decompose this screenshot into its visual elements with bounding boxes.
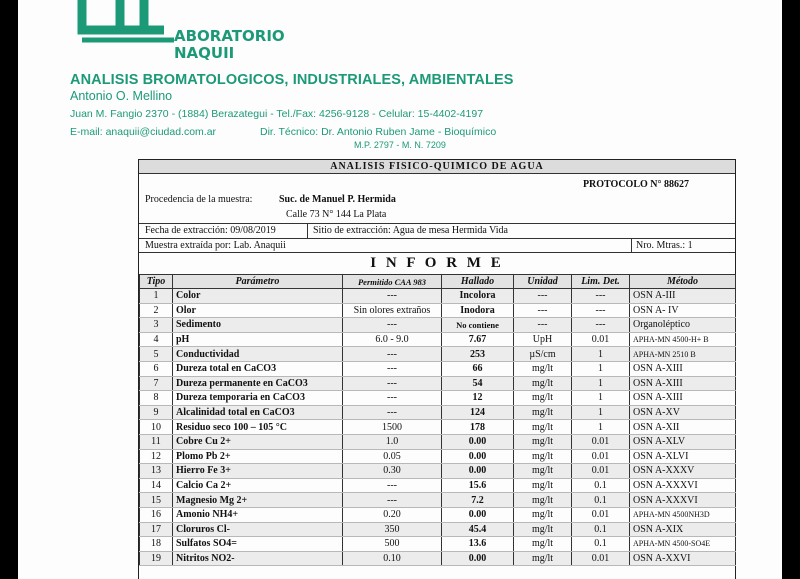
table-row: [140, 318, 736, 333]
row-tipo: 4: [140, 332, 173, 347]
row-hallado: 0.00: [442, 434, 514, 449]
row-unidad: mg/lt: [514, 507, 572, 522]
document-page: [18, 0, 782, 579]
row-parametro: pH: [173, 332, 343, 347]
row-unidad: ---: [514, 303, 572, 318]
table-row: [140, 391, 736, 406]
col-metodo: Método: [630, 275, 736, 289]
table-row: [140, 537, 736, 552]
row-unidad: µS/cm: [514, 347, 572, 362]
row-metodo: APHA-MN 4500-H+ B: [630, 332, 736, 347]
row-permitido: 500: [343, 537, 442, 552]
row-permitido: ---: [343, 391, 442, 406]
table-row: [140, 405, 736, 420]
row-parametro: Sulfatos SO4=: [173, 537, 343, 552]
row-tipo: 15: [140, 493, 173, 508]
row-lim: 0.01: [572, 551, 630, 566]
lab-address: Juan M. Fangio 2370 - (1884) Berazategui - Tel./Fax: 4256-9128 - Celular: 15-4402-4197: [70, 108, 484, 120]
row-permitido: ---: [343, 376, 442, 391]
lab-license: M.P. 2797 - M. N. 7209: [354, 140, 446, 150]
report-form: [138, 159, 736, 579]
row-metodo: OSN A-XV: [630, 405, 736, 420]
row-metodo: OSN A-XIII: [630, 391, 736, 406]
row-tipo: 5: [140, 347, 173, 362]
row-unidad: mg/lt: [514, 420, 572, 435]
row-permitido: 6.0 - 9.0: [343, 332, 442, 347]
row-tipo: 14: [140, 478, 173, 493]
row-hallado: Inodora: [442, 303, 514, 318]
row-lim: 1: [572, 376, 630, 391]
row-tipo: 16: [140, 507, 173, 522]
lab-director: Dir. Técnico: Dr. Antonio Ruben Jame - Bioquímico: [260, 126, 497, 138]
row-permitido: Sin olores extraños: [343, 303, 442, 318]
col-permitido: Permitido CAA 983: [343, 275, 442, 289]
row-parametro: Dureza temporaria en CaCO3: [173, 391, 343, 406]
row-hallado: 178: [442, 420, 514, 435]
row-parametro: Olor: [173, 303, 343, 318]
table-row: [140, 478, 736, 493]
row-lim: 0.1: [572, 493, 630, 508]
row-parametro: Sedimento: [173, 318, 343, 333]
col-parametro: Parámetro: [173, 275, 343, 289]
row-parametro: Amonio NH4+: [173, 507, 343, 522]
row-hallado: 15.6: [442, 478, 514, 493]
table-row: [140, 493, 736, 508]
row-permitido: ---: [343, 478, 442, 493]
sampler-row: [139, 239, 735, 253]
row-lim: ---: [572, 318, 630, 333]
row-lim: 0.01: [572, 332, 630, 347]
row-lim: 0.1: [572, 478, 630, 493]
row-unidad: mg/lt: [514, 464, 572, 479]
row-hallado: 124: [442, 405, 514, 420]
row-tipo: 6: [140, 361, 173, 376]
row-parametro: Dureza total en CaCO3: [173, 361, 343, 376]
row-metodo: APHA-MN 4500NH3D: [630, 507, 736, 522]
row-hallado: 0.00: [442, 464, 514, 479]
sampler: Muestra extraída por: Lab. Anaquii: [145, 240, 286, 251]
row-lim: 0.01: [572, 434, 630, 449]
samples-count: Nro. Mtras.: 1: [636, 240, 693, 251]
origin-row: [139, 174, 735, 224]
lab-headline: ANALISIS BROMATOLOGICOS, INDUSTRIALES, AMBIENTALES: [70, 72, 514, 88]
row-permitido: ---: [343, 289, 442, 304]
table-row: [140, 303, 736, 318]
row-metodo: OSN A-III: [630, 289, 736, 304]
row-unidad: mg/lt: [514, 478, 572, 493]
row-unidad: mg/lt: [514, 537, 572, 552]
row-permitido: 0.05: [343, 449, 442, 464]
row-hallado: 7.67: [442, 332, 514, 347]
row-metodo: OSN A-XLVI: [630, 449, 736, 464]
row-permitido: ---: [343, 405, 442, 420]
row-tipo: 10: [140, 420, 173, 435]
row-unidad: mg/lt: [514, 361, 572, 376]
row-hallado: 0.00: [442, 507, 514, 522]
row-tipo: 17: [140, 522, 173, 537]
table-row: [140, 551, 736, 566]
row-permitido: 1.0: [343, 434, 442, 449]
origin-label: Procedencia de la muestra:: [145, 194, 253, 205]
col-unidad: Unidad: [514, 275, 572, 289]
lab-name-line1: ABORATORIO: [174, 27, 285, 45]
origin-address: Calle 73 N° 144 La Plata: [286, 209, 387, 220]
row-lim: 1: [572, 420, 630, 435]
row-parametro: Conductividad: [173, 347, 343, 362]
row-tipo: 2: [140, 303, 173, 318]
row-lim: 1: [572, 347, 630, 362]
row-tipo: 7: [140, 376, 173, 391]
row-metodo: APHA-MN 4500-SO4E: [630, 537, 736, 552]
lab-logo-icon: [74, 0, 184, 46]
row-hallado: Incolora: [442, 289, 514, 304]
row-parametro: Magnesio Mg 2+: [173, 493, 343, 508]
row-hallado: 45.4: [442, 522, 514, 537]
row-hallado: 7.2: [442, 493, 514, 508]
row-unidad: mg/lt: [514, 493, 572, 508]
report-title-row: [139, 160, 735, 174]
row-metodo: OSN A-XLV: [630, 434, 736, 449]
lab-name: [174, 28, 285, 62]
row-tipo: 18: [140, 537, 173, 552]
row-lim: ---: [572, 289, 630, 304]
row-tipo: 3: [140, 318, 173, 333]
row-parametro: Cloruros Cl-: [173, 522, 343, 537]
row-parametro: Cobre Cu 2+: [173, 434, 343, 449]
results-table: [139, 274, 736, 566]
row-metodo: OSN A-XII: [630, 420, 736, 435]
row-parametro: Color: [173, 289, 343, 304]
row-permitido: 0.20: [343, 507, 442, 522]
informe-heading: I N F O R M E: [370, 255, 504, 271]
extraction-site: Sitio de extracción: Agua de mesa Hermida Vida: [313, 225, 508, 236]
row-tipo: 11: [140, 434, 173, 449]
row-hallado: 253: [442, 347, 514, 362]
table-row: [140, 522, 736, 537]
row-tipo: 9: [140, 405, 173, 420]
row-metodo: OSN A-XIX: [630, 522, 736, 537]
row-parametro: Residuo seco 100 – 105 °C: [173, 420, 343, 435]
row-parametro: Hierro Fe 3+: [173, 464, 343, 479]
row-tipo: 12: [140, 449, 173, 464]
report-title: ANALISIS FISICO-QUIMICO DE AGUA: [330, 161, 544, 172]
row-parametro: Alcalinidad total en CaCO3: [173, 405, 343, 420]
row-unidad: mg/lt: [514, 434, 572, 449]
row-permitido: 0.30: [343, 464, 442, 479]
row-parametro: Nitritos NO2-: [173, 551, 343, 566]
row-hallado: 0.00: [442, 551, 514, 566]
row-lim: 0.1: [572, 537, 630, 552]
lab-email: E-mail: anaquii@ciudad.com.ar: [70, 126, 217, 138]
table-row: [140, 347, 736, 362]
row-unidad: mg/lt: [514, 405, 572, 420]
row-permitido: ---: [343, 347, 442, 362]
row-unidad: mg/lt: [514, 391, 572, 406]
row-tipo: 13: [140, 464, 173, 479]
row-unidad: UpH: [514, 332, 572, 347]
row-metodo: APHA-MN 2510 B: [630, 347, 736, 362]
col-lim: Lim. Det.: [572, 275, 630, 289]
row-parametro: Plomo Pb 2+: [173, 449, 343, 464]
table-row: [140, 332, 736, 347]
extraction-date: Fecha de extracción: 09/08/2019: [145, 225, 276, 236]
row-hallado: 54: [442, 376, 514, 391]
row-permitido: 350: [343, 522, 442, 537]
row-parametro: Calcio Ca 2+: [173, 478, 343, 493]
row-permitido: ---: [343, 493, 442, 508]
row-unidad: mg/lt: [514, 551, 572, 566]
extraction-row: [139, 224, 735, 239]
row-lim: 1: [572, 361, 630, 376]
informe-row: [139, 253, 735, 274]
row-permitido: ---: [343, 361, 442, 376]
table-row: [140, 449, 736, 464]
lab-name-line2: NAQUII: [174, 44, 235, 62]
table-header-row: [140, 275, 736, 289]
col-tipo: Tipo: [140, 275, 173, 289]
row-tipo: 8: [140, 391, 173, 406]
row-lim: 0.01: [572, 464, 630, 479]
row-permitido: 1500: [343, 420, 442, 435]
row-lim: 1: [572, 405, 630, 420]
row-unidad: mg/lt: [514, 522, 572, 537]
row-tipo: 1: [140, 289, 173, 304]
row-hallado: No contiene: [442, 318, 514, 333]
row-hallado: 66: [442, 361, 514, 376]
row-unidad: ---: [514, 318, 572, 333]
row-parametro: Dureza permanente en CaCO3: [173, 376, 343, 391]
table-row: [140, 464, 736, 479]
table-row: [140, 376, 736, 391]
row-metodo: OSN A-XIII: [630, 361, 736, 376]
row-hallado: 0.00: [442, 449, 514, 464]
row-hallado: 12: [442, 391, 514, 406]
row-lim: 1: [572, 391, 630, 406]
table-row: [140, 420, 736, 435]
row-permitido: 0.10: [343, 551, 442, 566]
row-metodo: OSN A-XIII: [630, 376, 736, 391]
table-row: [140, 507, 736, 522]
lab-owner: Antonio O. Mellino: [70, 89, 173, 103]
row-permitido: ---: [343, 318, 442, 333]
row-metodo: OSN A- IV: [630, 303, 736, 318]
row-metodo: OSN A-XXXVI: [630, 478, 736, 493]
row-tipo: 19: [140, 551, 173, 566]
row-lim: 0.01: [572, 449, 630, 464]
row-unidad: mg/lt: [514, 449, 572, 464]
row-metodo: OSN A-XXXVI: [630, 493, 736, 508]
row-lim: 0.1: [572, 522, 630, 537]
row-hallado: 13.6: [442, 537, 514, 552]
row-metodo: OSN A-XXXV: [630, 464, 736, 479]
protocol-number: PROTOCOLO N° 88627: [582, 179, 689, 190]
row-lim: ---: [572, 303, 630, 318]
row-metodo: OSN A-XXVI: [630, 551, 736, 566]
table-row: [140, 434, 736, 449]
row-lim: 0.01: [572, 507, 630, 522]
row-unidad: mg/lt: [514, 376, 572, 391]
col-hallado: Hallado: [442, 275, 514, 289]
origin-value: Suc. de Manuel P. Hermida: [279, 194, 396, 205]
row-unidad: ---: [514, 289, 572, 304]
table-row: [140, 289, 736, 304]
row-metodo: Organoléptico: [630, 318, 736, 333]
table-row: [140, 361, 736, 376]
